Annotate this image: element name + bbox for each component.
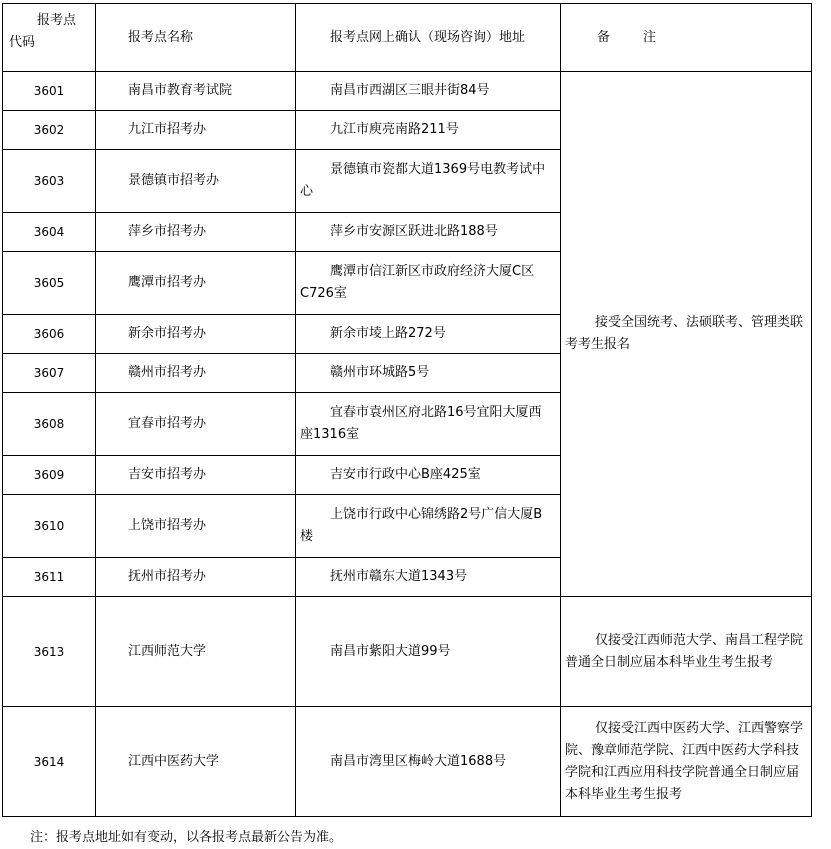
site-address: 萍乡市安源区跃进北路188号 [296, 213, 561, 252]
site-name: 抚州市招考办 [96, 558, 296, 597]
site-code: 3602 [3, 111, 96, 150]
note-cell-3613 [561, 597, 812, 707]
header-note-text: 备 注 [597, 29, 657, 45]
site-name: 萍乡市招考办 [96, 213, 296, 252]
site-code: 3606 [3, 315, 96, 354]
site-code: 3614 [3, 707, 96, 817]
site-name: 江西师范大学 [96, 597, 296, 707]
site-address [296, 495, 561, 558]
site-code: 3604 [3, 213, 96, 252]
header-code-line1: 报考点 [37, 13, 77, 28]
table-header-row [3, 4, 812, 72]
header-name: 报考点名称 [96, 4, 296, 72]
site-name: 南昌市教育考试院 [96, 72, 296, 111]
exam-site-table [2, 3, 812, 817]
header-note [561, 4, 812, 72]
note-general-text: 接受全国统考、法硕联考、管理类联考考生报名 [565, 315, 804, 352]
note-3613-text: 仅接受江西师范大学、南昌工程学院普通全日制应届本科毕业生考生报考 [565, 632, 804, 670]
table-row [3, 597, 812, 707]
site-address: 赣州市环城路5号 [296, 354, 561, 393]
site-name: 赣州市招考办 [96, 354, 296, 393]
site-code: 3608 [3, 393, 96, 456]
site-code: 3611 [3, 558, 96, 597]
note-cell-general [561, 72, 812, 597]
site-address [296, 252, 561, 315]
table-row [3, 72, 812, 111]
site-name: 江西中医药大学 [96, 707, 296, 817]
header-address: 报考点网上确认（现场咨询）地址 [296, 4, 561, 72]
site-address-text: 景德镇市瓷都大道1369号电教考试中心 [300, 162, 546, 199]
site-address: 吉安市行政中心B座425室 [296, 456, 561, 495]
header-code [3, 4, 96, 72]
site-address [296, 150, 561, 213]
site-code: 3610 [3, 495, 96, 558]
site-name: 景德镇市招考办 [96, 150, 296, 213]
header-code-line2: 代码 [9, 35, 36, 50]
site-name: 上饶市招考办 [96, 495, 296, 558]
footnote: 注：报考点地址如有变动，以各报考点最新公告为准。 [30, 830, 343, 845]
site-address: 抚州市赣东大道1343号 [296, 558, 561, 597]
site-code: 3601 [3, 72, 96, 111]
site-address-text: 上饶市行政中心锦绣路2号广信大厦B楼 [300, 507, 543, 544]
site-name: 新余市招考办 [96, 315, 296, 354]
site-code: 3603 [3, 150, 96, 213]
site-code: 3613 [3, 597, 96, 707]
site-address [296, 393, 561, 456]
site-name: 宜春市招考办 [96, 393, 296, 456]
table-row [3, 707, 812, 817]
site-address: 南昌市西湖区三眼井街84号 [296, 72, 561, 111]
note-cell-3614 [561, 707, 812, 817]
site-code: 3609 [3, 456, 96, 495]
site-address-text: 鹰潭市信江新区市政府经济大厦C区C726室 [300, 264, 535, 301]
site-address: 南昌市湾里区梅岭大道1688号 [296, 707, 561, 817]
site-code: 3605 [3, 252, 96, 315]
site-name: 鹰潭市招考办 [96, 252, 296, 315]
site-code: 3607 [3, 354, 96, 393]
site-name: 吉安市招考办 [96, 456, 296, 495]
site-name: 九江市招考办 [96, 111, 296, 150]
note-3614-text: 仅接受江西中医药大学、江西警察学院、豫章师范学院、江西中医药大学科技学院和江西应用科技学院普通全日制应届本科毕业生考生报考 [565, 720, 804, 802]
site-address: 九江市庾亮南路211号 [296, 111, 561, 150]
site-address: 南昌市紫阳大道99号 [296, 597, 561, 707]
site-address-text: 宜春市袁州区府北路16号宜阳大厦西座1316室 [300, 405, 542, 442]
site-address: 新余市堎上路272号 [296, 315, 561, 354]
